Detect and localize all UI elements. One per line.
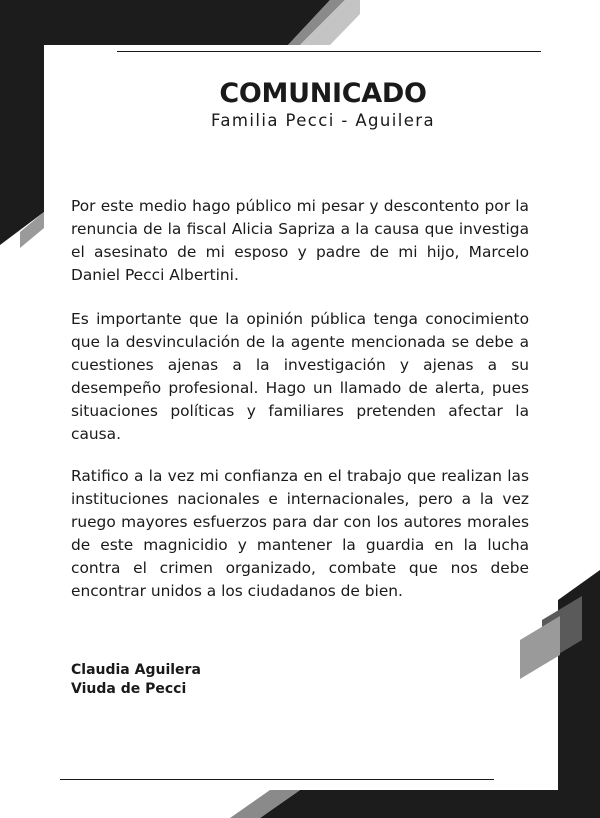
page-title: COMUNICADO [219, 78, 427, 109]
body-paragraph-2: Es importante que la opinión pública tenga conocimiento que la desvinculación de la agente mencionada se debe a cuestiones ajenas a la investigación y ajenas a su desempeño profesional. Hago un llamado de alerta, pues situaciones políticas y familiares pretenden afectar la causa. [71, 310, 529, 443]
signature-title: Viuda de Pecci [71, 681, 187, 697]
body-paragraph-3: Ratifico a la vez mi confianza en el trabajo que realizan las instituciones nacionales e internacionales, pero a la vez ruego mayores esfuerzos para dar con los autores morales de este magnicidio y mantener la guardia en la lucha contra el crimen organizado, combate que nos debe encontrar unidos a los ciudadanos de bien. [71, 467, 529, 600]
page-subtitle: Familia Pecci - Aguilera [211, 111, 435, 130]
frame-bottom-right-dark [260, 570, 600, 818]
top-divider [117, 51, 541, 52]
bottom-divider [60, 779, 494, 780]
signature-name: Claudia Aguilera [71, 662, 201, 678]
body-paragraph-1: Por este medio hago público mi pesar y descontento por la renuncia de la fiscal Alicia Sapriza a la causa que investiga el asesinato de mi esposo y padre de mi hijo, Marcelo Daniel Pecci Albertini. [71, 197, 529, 284]
frame-bottom-right-light [520, 616, 560, 679]
